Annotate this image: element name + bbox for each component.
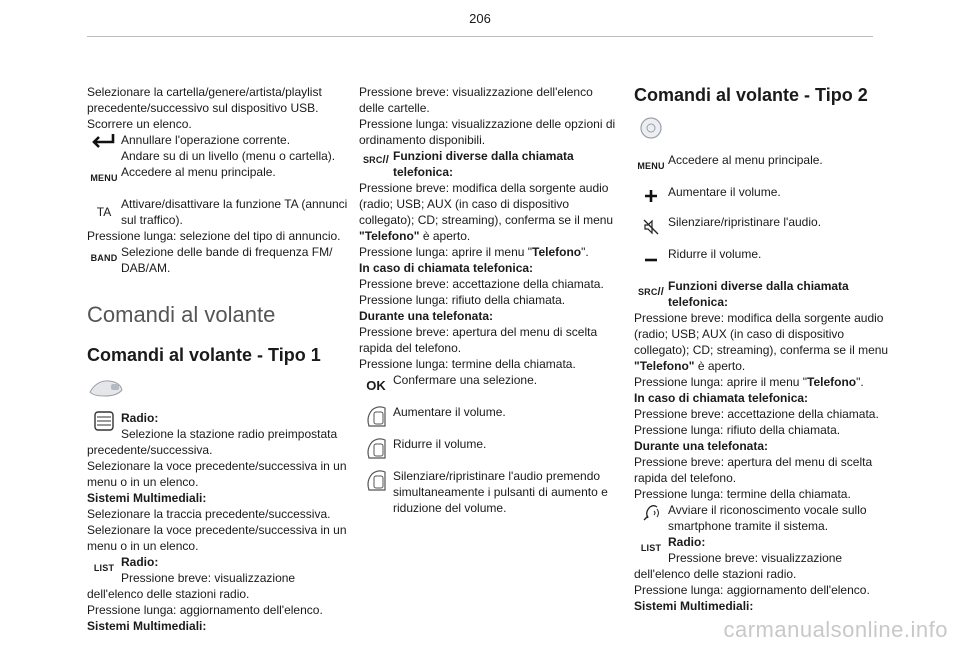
back-row	[87, 132, 352, 164]
long-open-post: ".	[581, 245, 589, 259]
list-row	[87, 554, 352, 586]
telefono-open	[634, 358, 896, 374]
ta-label-icon: TA	[96, 205, 112, 219]
telefono-open	[359, 228, 621, 244]
radio-line: Selezionare la voce precedente/successiva in un menu o in un elenco.	[87, 459, 347, 489]
list2-multi-title: Sistemi Multimediali:	[634, 599, 754, 613]
src-line: Pressione breve: modifica della sorgente audio (radio; USB; AUX (in caso di dispositivo collegato); CD; streaming), conferma se il menu	[359, 181, 614, 227]
src2-line: Pressione breve: modifica della sorgente audio (radio; USB; AUX (in caso di dispositivo collegato); CD; streaming), conferma se il menu	[634, 311, 889, 357]
folder-line: Pressione breve: visualizzazione dell'elenco delle cartelle.	[359, 85, 593, 115]
ok-row	[359, 372, 621, 394]
aperto-text: è aperto.	[694, 359, 746, 373]
back-text: Andare su di un livello (menu o cartella).	[121, 149, 336, 163]
minus-text: Ridurre il volume.	[668, 247, 762, 261]
menu-row	[87, 164, 352, 186]
telefono-quoted: "Telefono"	[359, 229, 420, 243]
section-title: Comandi al volante	[87, 302, 276, 327]
multi-line: Selezionare la voce precedente/successiva in un menu o in un elenco.	[87, 523, 347, 553]
voice-text: Avviare il riconoscimento vocale sullo smartphone tramite il sistema.	[668, 503, 867, 533]
volup-text: Aumentare il volume.	[393, 405, 506, 419]
menu2-row	[634, 152, 896, 174]
volup-row	[359, 404, 621, 430]
radio-title: Radio:	[121, 411, 159, 425]
ok-label-icon: OK	[366, 378, 386, 393]
long-open-post: ".	[856, 375, 864, 389]
list-label-icon: LIST	[93, 563, 115, 573]
volume-down-wheel-icon	[359, 436, 393, 462]
during-line: Pressione breve: apertura del menu di scelta rapida del telefono.	[359, 325, 598, 355]
during-title: Durante una telefonata:	[359, 309, 494, 323]
intro-line: precedente/successivo sul dispositivo USB.	[87, 101, 319, 115]
minus-icon	[634, 252, 668, 268]
incall2-title: In caso di chiamata telefonica:	[634, 391, 809, 405]
during-line: Pressione lunga: termine della chiamata.	[359, 357, 576, 371]
src-row	[359, 148, 621, 180]
multi-title: Sistemi Multimediali:	[87, 491, 207, 505]
src-label: SRC	[362, 155, 383, 165]
band-row	[87, 244, 352, 276]
scroll-wheel-icon	[87, 410, 121, 432]
list2-radio-title: Radio:	[668, 535, 706, 549]
mute-text: Silenziare/ripristinare l'audio premendo simultaneamente i pulsanti di aumento e riduzione del volume.	[393, 469, 608, 515]
long-open-pre: Pressione lunga: aprire il menu "	[634, 375, 808, 389]
watermark: carmanualsonline.info	[723, 617, 948, 642]
src2-title: Funzioni diverse dalla chiamata telefonica:	[668, 279, 849, 309]
list2-long: Pressione lunga: aggiornamento dell'elenco.	[634, 583, 870, 597]
intro-line: Scorrere un elenco.	[87, 117, 192, 131]
plus-icon	[634, 188, 668, 204]
list2-short2: dell'elenco delle stazioni radio.	[634, 567, 797, 581]
during2-title: Durante una telefonata:	[634, 439, 769, 453]
minus-row	[634, 246, 896, 268]
src-phone-icon: SRC //	[362, 154, 390, 166]
during2-line: Pressione lunga: termine della chiamata.	[634, 487, 851, 501]
band-text: Selezione delle bande di frequenza FM/ DAB/AM.	[121, 245, 333, 275]
telefono-bold: Telefono	[532, 245, 582, 259]
aperto-text: è aperto.	[419, 229, 471, 243]
list-short2: dell'elenco delle stazioni radio.	[87, 587, 250, 601]
voldown-text: Ridurre il volume.	[393, 437, 487, 451]
plus-text: Aumentare il volume.	[668, 185, 781, 199]
ta-row	[87, 196, 352, 228]
voice-recognition-icon	[634, 502, 668, 524]
mute2-text: Silenziare/ripristinare l'audio.	[668, 215, 822, 229]
list-multi-title: Sistemi Multimediali:	[87, 619, 207, 633]
ok-text: Confermare una selezione.	[393, 373, 538, 387]
telefono-bold: Telefono	[807, 375, 857, 389]
intro-line: Selezionare la cartella/genere/artista/playlist	[87, 85, 322, 99]
list-long: Pressione lunga: aggiornamento dell'elenco.	[87, 603, 323, 617]
list-radio-title: Radio:	[121, 555, 159, 569]
back-arrow-icon	[87, 132, 121, 150]
steering-wheel-type2-icon	[637, 116, 896, 144]
column-1	[87, 84, 352, 634]
column-3	[634, 84, 896, 614]
folder-line: Pressione lunga: visualizzazione delle opzioni di ordinamento disponibili.	[359, 117, 616, 147]
long-open	[634, 374, 896, 390]
mute-icon	[634, 218, 668, 236]
subsection-title: Comandi al volante - Tipo 1	[87, 345, 321, 365]
volume-up-wheel-icon	[359, 404, 393, 430]
ta-long-text: Pressione lunga: selezione del tipo di annuncio.	[87, 229, 341, 243]
src-title: Funzioni diverse dalla chiamata telefonica:	[393, 149, 574, 179]
section-title-type2: Comandi al volante - Tipo 2	[634, 85, 868, 105]
menu-label-icon: MENU	[637, 161, 665, 171]
incall2-line: Pressione lunga: rifiuto della chiamata.	[634, 423, 841, 437]
voldown-row	[359, 436, 621, 462]
during2-line: Pressione breve: apertura del menu di scelta rapida del telefono.	[634, 455, 873, 485]
incall2-line: Pressione breve: accettazione della chiamata.	[634, 407, 879, 421]
menu-label-icon: MENU	[90, 173, 118, 183]
list2-row	[634, 534, 896, 566]
mute-wheel-icon	[359, 468, 393, 494]
multi-line: Selezionare la traccia precedente/successiva.	[87, 507, 331, 521]
src-label: SRC	[637, 287, 658, 297]
column-2	[359, 84, 621, 516]
incall-line: Pressione breve: accettazione della chiamata.	[359, 277, 604, 291]
long-open-pre: Pressione lunga: aprire il menu "	[359, 245, 533, 259]
list2-short: Pressione breve: visualizzazione	[668, 551, 843, 565]
telefono-quoted: "Telefono"	[634, 359, 695, 373]
header-divider	[87, 36, 873, 37]
back-text: Annullare l'operazione corrente.	[121, 133, 291, 147]
menu-text: Accedere al menu principale.	[121, 165, 276, 179]
radio-line: Selezione la stazione radio preimpostata	[121, 427, 338, 441]
page-number: 206	[469, 11, 491, 26]
incall-line: Pressione lunga: rifiuto della chiamata.	[359, 293, 566, 307]
long-open	[359, 244, 621, 260]
radio-line: precedente/successiva.	[87, 443, 213, 457]
incall-title: In caso di chiamata telefonica:	[359, 261, 534, 275]
list-label-icon: LIST	[640, 543, 662, 553]
radio-row	[87, 410, 352, 442]
plus-row	[634, 184, 896, 204]
band-label-icon: BAND	[90, 253, 118, 263]
src2-row	[634, 278, 896, 310]
mute-row	[359, 468, 621, 516]
src-phone-icon: SRC //	[637, 286, 665, 298]
menu2-text: Accedere al menu principale.	[668, 153, 823, 167]
mute2-row	[634, 214, 896, 236]
list-short: Pressione breve: visualizzazione	[121, 571, 296, 585]
voice-row	[634, 502, 896, 534]
steering-wheel-type1-icon	[87, 378, 352, 402]
ta-text: Attivare/disattivare la funzione TA (annunci sul traffico).	[121, 197, 348, 227]
